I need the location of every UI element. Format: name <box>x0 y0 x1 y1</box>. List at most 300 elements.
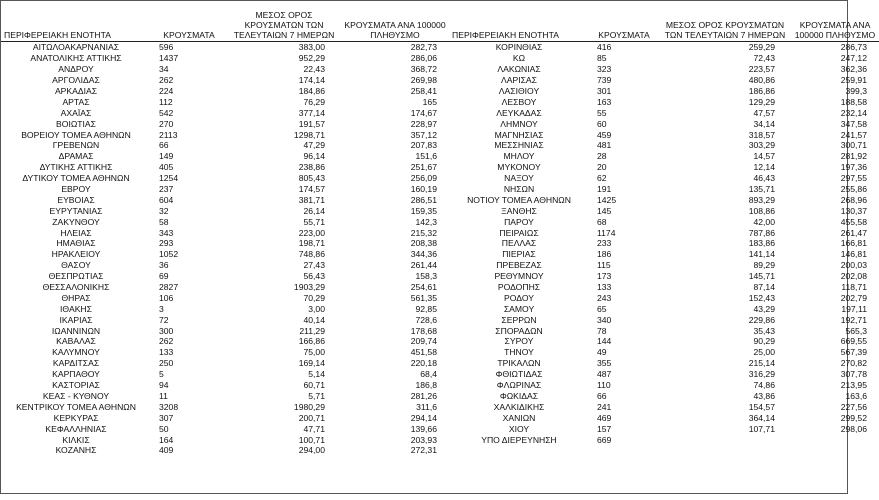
table-row <box>449 216 879 227</box>
cell-per100k: 357,12 <box>410 129 437 140</box>
cell-cases: 5 <box>159 369 164 380</box>
table-row <box>449 194 879 205</box>
cell-avg7: 303,29 <box>748 140 775 151</box>
header-cases: ΚΡΟΥΣΜΑΤΑ <box>589 1 659 42</box>
cell-cases: 323 <box>597 64 612 75</box>
cell-per100k: 203,93 <box>410 434 437 445</box>
cell-cases: 173 <box>597 271 612 282</box>
cell-cases: 2113 <box>159 129 178 140</box>
cell-region: ΚΑΡΔΙΤΣΑΣ <box>52 358 100 369</box>
table-row <box>449 412 879 423</box>
cell-cases: 78 <box>597 325 607 336</box>
table-row <box>449 292 879 303</box>
cell-region: ΤΡΙΚΑΛΩΝ <box>497 358 541 369</box>
cell-avg7: 174,14 <box>298 75 325 86</box>
table-row <box>449 107 879 118</box>
table-row <box>1 216 449 227</box>
cell-region: ΗΡΑΚΛΕΙΟΥ <box>51 249 101 260</box>
header-avg7: ΜΕΣΟΣ ΟΡΟΣ ΚΡΟΥΣΜΑΤΩΝ ΤΩΝ ΤΕΛΕΥΤΑΙΩΝ 7 ΗΜΕΡΩΝ <box>227 1 341 42</box>
cell-region: ΔΥΤΙΚΟΥ ΤΟΜΕΑ ΑΘΗΝΩΝ <box>22 173 130 184</box>
cell-per100k: 728,6 <box>415 314 437 325</box>
cell-region: ΔΥΤΙΚΗΣ ΑΤΤΙΚΗΣ <box>39 162 113 173</box>
cell-avg7: 183,86 <box>748 238 775 249</box>
cell-cases: 596 <box>159 42 174 53</box>
cell-cases: 243 <box>597 292 612 303</box>
cell-per100k: 297,55 <box>840 173 867 184</box>
table-row <box>1 380 449 391</box>
cell-avg7: 184,86 <box>298 86 325 96</box>
header-region: ΠΕΡΙΦΕΡΕΙΑΚΗ ΕΝΟΤΗΤΑ <box>1 1 151 42</box>
cell-cases: 94 <box>159 380 169 391</box>
cell-per100k: 118,71 <box>841 282 867 293</box>
cell-region: ΕΒΡΟΥ <box>61 184 91 195</box>
table-row <box>1 292 449 303</box>
cell-cases: 459 <box>597 129 612 140</box>
cell-per100k: 259,91 <box>840 75 867 86</box>
cell-avg7: 381,71 <box>298 194 325 205</box>
table-row <box>449 369 879 380</box>
cell-region: ΠΡΕΒΕΖΑΣ <box>496 260 542 271</box>
table-row <box>1 303 449 314</box>
cell-per100k: 142,3 <box>415 216 437 227</box>
cell-cases: 293 <box>159 238 174 249</box>
cell-region: ΛΕΣΒΟΥ <box>501 96 537 107</box>
cell-region: ΣΑΜΟΥ <box>503 303 535 314</box>
cell-region: ΗΛΕΙΑΣ <box>60 227 92 238</box>
table-row <box>449 391 879 402</box>
cell-cases: 307 <box>159 412 174 423</box>
cell-avg7: 135,71 <box>748 184 775 195</box>
cell-avg7: 27,43 <box>303 260 325 271</box>
cell-region: ΗΜΑΘΙΑΣ <box>56 238 96 249</box>
cell-cases: 106 <box>159 292 174 303</box>
cell-avg7: 100,71 <box>298 434 325 445</box>
table-row <box>1 42 449 53</box>
cell-region: ΛΕΥΚΑΔΑΣ <box>496 107 542 118</box>
cell-region: ΑΡΤΑΣ <box>62 96 90 107</box>
cell-region: ΝΟΤΙΟΥ ΤΟΜΕΑ ΑΘΗΝΩΝ <box>467 194 571 205</box>
cell-region: ΚΩ <box>512 53 526 64</box>
cell-region: ΠΕΛΛΑΣ <box>501 238 537 249</box>
table-row <box>1 75 449 86</box>
table-row <box>1 282 449 293</box>
table-row <box>1 271 449 282</box>
cell-avg7: 154,57 <box>748 401 775 412</box>
cell-cases: 405 <box>159 162 174 173</box>
table-row <box>449 173 879 184</box>
table-row <box>1 173 449 184</box>
cell-per100k: 258,41 <box>410 86 437 96</box>
cell-region: ΧΑΛΚΙΔΙΚΗΣ <box>493 401 545 412</box>
cell-cases: 72 <box>159 314 169 325</box>
cell-per100k: 208,38 <box>410 238 437 249</box>
cell-cases: 469 <box>597 412 612 423</box>
cell-region: ΛΑΚΩΝΙΑΣ <box>497 64 541 75</box>
cell-cases: 55 <box>597 107 607 118</box>
cell-avg7: 12,14 <box>753 162 775 173</box>
cell-per100k: 188,58 <box>840 96 867 107</box>
table-row <box>1 325 449 336</box>
cell-avg7: 383,00 <box>298 42 325 53</box>
cell-avg7: 43,86 <box>753 390 775 401</box>
cell-region: ΙΘΑΚΗΣ <box>60 303 92 314</box>
cell-cases: 62 <box>597 173 607 184</box>
table-row <box>1 140 449 151</box>
cell-per100k: 209,74 <box>410 336 437 347</box>
cell-region: ΛΗΜΝΟΥ <box>500 118 538 129</box>
cell-avg7: 166,86 <box>298 336 325 347</box>
cell-region: ΛΑΣΙΘΙΟΥ <box>498 86 540 96</box>
cell-region: ΒΟΙΩΤΙΑΣ <box>56 118 96 129</box>
cell-per100k: 261,44 <box>410 260 437 271</box>
cell-per100k: 282,73 <box>410 42 437 53</box>
cell-avg7: 90,29 <box>753 336 775 347</box>
cell-cases: 133 <box>597 282 612 293</box>
cell-cases: 233 <box>597 238 612 249</box>
table-row <box>449 96 879 107</box>
cell-per100k: 130,37 <box>840 205 867 216</box>
cell-per100k: 300,71 <box>840 140 867 151</box>
cell-cases: 28 <box>597 151 607 162</box>
cell-avg7: 129,29 <box>748 96 775 107</box>
table-row <box>449 42 879 53</box>
table-row <box>449 205 879 216</box>
cell-per100k: 307,78 <box>840 369 867 380</box>
cell-cases: 300 <box>159 325 174 336</box>
table-row <box>1 194 449 205</box>
cell-avg7: 47,57 <box>753 107 775 118</box>
cell-region: ΦΩΚΙΔΑΣ <box>499 390 539 401</box>
table-row <box>1 96 449 107</box>
cell-cases: 36 <box>159 260 169 271</box>
cell-cases: 163 <box>597 96 612 107</box>
cell-avg7 <box>659 434 791 445</box>
cell-avg7: 318,57 <box>748 129 775 140</box>
table-row <box>1 445 449 456</box>
cell-cases: 241 <box>597 401 612 412</box>
cell-per100k: 344,36 <box>410 249 437 260</box>
cell-per100k: 165 <box>422 96 437 107</box>
cell-avg7: 377,14 <box>298 107 325 118</box>
cell-avg7: 223,57 <box>748 64 775 75</box>
table-row <box>1 336 449 347</box>
cell-per100k: 68,4 <box>420 369 437 380</box>
cell-region: ΚΑΛΥΜΝΟΥ <box>52 347 100 358</box>
header-per100k: ΚΡΟΥΣΜΑΤΑ ΑΝΑ 100000 ΠΛΗΘΥΣΜΟ <box>791 1 879 42</box>
cell-cases: 262 <box>159 75 174 86</box>
cell-cases: 739 <box>597 75 612 86</box>
table-row <box>449 64 879 75</box>
cell-per100k: 561,35 <box>410 292 437 303</box>
cell-avg7: 3,00 <box>308 303 325 314</box>
table-row <box>449 380 879 391</box>
table-row <box>1 205 449 216</box>
cell-cases: 340 <box>597 314 612 325</box>
cell-avg7: 215,14 <box>748 358 775 369</box>
cell-region: ΚΕΦΑΛΛΗΝΙΑΣ <box>45 423 107 434</box>
cell-per100k: 451,58 <box>410 347 437 358</box>
cell-per100k: 565,3 <box>845 325 867 336</box>
table-body-left <box>1 42 449 456</box>
cell-per100k: 362,36 <box>840 64 867 75</box>
cell-region: ΡΕΘΥΜΝΟΥ <box>494 271 544 282</box>
table-row <box>1 129 449 140</box>
cell-per100k: 174,67 <box>410 107 437 118</box>
cell-avg7: 174,57 <box>298 184 325 195</box>
cell-per100k: 268,96 <box>840 194 867 205</box>
cell-cases: 487 <box>597 369 612 380</box>
table-row <box>449 162 879 173</box>
cell-avg7: 108,86 <box>748 205 775 216</box>
cell-avg7: 748,86 <box>298 249 325 260</box>
cell-avg7: 787,86 <box>748 227 775 238</box>
table-row <box>1 401 449 412</box>
table-row <box>449 401 879 412</box>
table-header-row <box>1 1 449 42</box>
cell-cases: 262 <box>159 336 174 347</box>
cell-region: ΠΙΕΡΙΑΣ <box>502 249 536 260</box>
cell-region: ΣΠΟΡΑΔΩΝ <box>495 325 543 336</box>
table-row <box>1 53 449 64</box>
cell-avg7: 186,86 <box>748 86 775 96</box>
cell-cases: 416 <box>597 42 612 53</box>
table-row <box>1 369 449 380</box>
cell-per100k: 368,72 <box>410 64 437 75</box>
cell-avg7: 893,29 <box>748 194 775 205</box>
table-row <box>449 260 879 271</box>
cell-region: ΘΕΣΣΑΛΟΝΙΚΗΣ <box>42 282 110 293</box>
cases-table-right <box>449 1 879 445</box>
cell-region: ΛΑΡΙΣΑΣ <box>501 75 537 86</box>
table-row <box>449 314 879 325</box>
cell-per100k: 567,39 <box>840 347 867 358</box>
table-row <box>1 107 449 118</box>
cell-region: ΦΘΙΩΤΙΔΑΣ <box>495 369 543 380</box>
table-row <box>1 249 449 260</box>
cell-per100k <box>791 434 879 445</box>
cell-per100k: 294,14 <box>410 412 437 423</box>
cell-avg7: 152,43 <box>748 292 775 303</box>
cell-cases: 157 <box>597 423 612 434</box>
cell-per100k: 139,66 <box>410 423 437 434</box>
cell-cases: 3 <box>159 303 164 314</box>
cell-region: ΚΑΒΑΛΑΣ <box>56 336 96 347</box>
cell-cases: 301 <box>597 86 612 96</box>
cell-per100k: 270,82 <box>840 358 867 369</box>
cell-cases: 68 <box>597 216 607 227</box>
cell-region: ΑΝΑΤΟΛΙΚΗΣ ΑΤΤΙΚΗΣ <box>30 53 122 64</box>
cell-per100k: 286,73 <box>840 42 867 53</box>
cell-cases: 58 <box>159 216 169 227</box>
cell-avg7: 229,86 <box>748 314 775 325</box>
cell-avg7: 200,71 <box>298 412 325 423</box>
cell-region: ΑΙΤΩΛΟΑΚΑΡΝΑΝΙΑΣ <box>32 42 120 53</box>
table-row <box>1 358 449 369</box>
cell-avg7: 35,43 <box>753 325 775 336</box>
cell-region: ΜΕΣΣΗΝΙΑΣ <box>494 140 544 151</box>
cell-region: ΜΥΚΟΝΟΥ <box>497 162 541 173</box>
cell-per100k: 159,35 <box>410 205 437 216</box>
cell-region: ΑΡΓΟΛΙΔΑΣ <box>52 75 100 86</box>
table-row <box>449 151 879 162</box>
table-row <box>1 162 449 173</box>
cell-per100k: 254,61 <box>410 282 437 293</box>
cell-cases: 20 <box>597 162 607 173</box>
cell-per100k: 298,06 <box>840 423 867 434</box>
cell-avg7: 40,14 <box>303 314 325 325</box>
cell-per100k: 261,47 <box>840 227 867 238</box>
cell-region: ΓΡΕΒΕΝΩΝ <box>52 140 100 151</box>
cell-avg7: 141,14 <box>748 249 775 260</box>
cell-region: ΧΙΟΥ <box>508 423 530 434</box>
cell-per100k: 197,11 <box>841 303 867 314</box>
cell-cases: 85 <box>597 53 607 64</box>
cell-cases: 11 <box>159 390 168 401</box>
table-row <box>1 184 449 195</box>
cell-region: ΤΗΝΟΥ <box>504 347 534 358</box>
cell-per100k: 146,81 <box>840 249 867 260</box>
table-row <box>1 227 449 238</box>
cell-per100k: 207,83 <box>410 140 437 151</box>
cell-per100k: 178,68 <box>410 325 437 336</box>
table-row <box>1 412 449 423</box>
cell-per100k: 228,97 <box>410 118 437 129</box>
cell-region: ΝΗΣΩΝ <box>503 184 535 195</box>
cell-cases: 149 <box>159 151 174 162</box>
cell-per100k: 311,6 <box>416 401 437 412</box>
cell-region: ΑΧΑΪΑΣ <box>60 107 92 118</box>
cell-avg7: 259,29 <box>748 42 775 53</box>
cell-region: ΕΥΡΥΤΑΝΙΑΣ <box>49 205 103 216</box>
cell-per100k: 247,12 <box>840 53 867 64</box>
table-row <box>449 227 879 238</box>
cell-avg7: 145,71 <box>748 271 775 282</box>
cell-avg7: 46,43 <box>753 173 775 184</box>
cell-per100k: 215,32 <box>410 227 437 238</box>
cell-region: ΞΑΝΘΗΣ <box>501 205 537 216</box>
table-row <box>449 118 879 129</box>
cell-per100k: 163,6 <box>845 390 867 401</box>
cell-per100k: 232,14 <box>840 107 867 118</box>
cell-per100k: 200,03 <box>840 260 867 271</box>
cell-cases: 409 <box>159 445 174 456</box>
cell-per100k: 192,71 <box>840 314 867 325</box>
cell-cases: 60 <box>597 118 607 129</box>
cell-region: ΠΕΙΡΑΙΩΣ <box>499 227 539 238</box>
cell-avg7: 87,14 <box>753 282 775 293</box>
cell-cases: 34 <box>159 64 169 75</box>
cell-avg7: 25,00 <box>753 347 775 358</box>
cell-avg7: 952,29 <box>298 53 325 64</box>
table-row <box>1 118 449 129</box>
cell-cases: 112 <box>159 96 173 107</box>
table-header-row <box>449 1 879 42</box>
cell-region: ΣΥΡΟΥ <box>504 336 534 347</box>
cell-per100k: 255,86 <box>840 184 867 195</box>
cell-avg7: 47,29 <box>303 140 325 151</box>
cell-cases: 3208 <box>159 401 179 412</box>
header-cases: ΚΡΟΥΣΜΑΤΑ <box>151 1 227 42</box>
cell-cases: 65 <box>597 303 607 314</box>
table-row <box>449 336 879 347</box>
cell-cases: 191 <box>597 184 612 195</box>
cell-cases: 133 <box>159 347 174 358</box>
cell-region: ΑΡΚΑΔΙΑΣ <box>54 86 98 96</box>
cell-per100k: 299,52 <box>840 412 867 423</box>
cell-region: ΔΡΑΜΑΣ <box>58 151 94 162</box>
table-row <box>449 238 879 249</box>
cell-avg7: 107,71 <box>748 423 775 434</box>
cell-per100k: 186,8 <box>415 380 437 391</box>
table-row <box>449 53 879 64</box>
cell-per100k: 202,08 <box>840 271 867 282</box>
table-body-right <box>449 42 879 445</box>
cell-avg7: 42,00 <box>753 216 775 227</box>
cell-per100k: 272,31 <box>410 445 437 456</box>
cell-avg7: 211,29 <box>299 325 325 336</box>
cell-per100k: 286,51 <box>410 194 437 205</box>
cell-avg7: 22,43 <box>303 64 325 75</box>
table-row <box>1 151 449 162</box>
cell-region: ΑΝΔΡΟΥ <box>58 64 94 75</box>
cell-per100k: 166,81 <box>840 238 867 249</box>
table-row <box>449 434 879 445</box>
cell-per100k: 151,6 <box>415 151 437 162</box>
cell-region: ΙΚΑΡΙΑΣ <box>59 314 93 325</box>
cell-region: ΚΕΡΚΥΡΑΣ <box>53 412 99 423</box>
cell-avg7: 75,00 <box>303 347 325 358</box>
table-row <box>449 347 879 358</box>
cell-cases: 186 <box>597 249 612 260</box>
cell-region: ΚΕΑΣ - ΚΥΘΝΟΥ <box>42 390 110 401</box>
cell-avg7: 72,43 <box>753 53 775 64</box>
cell-per100k: 241,57 <box>840 129 867 140</box>
cell-cases: 224 <box>159 86 174 96</box>
cell-avg7: 56,43 <box>303 271 325 282</box>
cell-cases: 355 <box>597 358 612 369</box>
cell-avg7: 34,14 <box>753 118 775 129</box>
cell-cases: 1254 <box>159 173 179 184</box>
cell-region: ΠΑΡΟΥ <box>504 216 534 227</box>
cell-cases: 66 <box>159 140 169 151</box>
cell-avg7: 480,86 <box>748 75 775 86</box>
cell-per100k: 286,06 <box>410 53 437 64</box>
cell-avg7: 805,43 <box>298 173 325 184</box>
cell-avg7: 238,86 <box>298 162 325 173</box>
cell-region: ΡΟΔΟΥ <box>504 292 534 303</box>
cell-cases: 164 <box>159 434 174 445</box>
table-row <box>449 325 879 336</box>
table-row <box>449 303 879 314</box>
cell-cases: 1052 <box>159 249 179 260</box>
cell-per100k: 455,58 <box>840 216 867 227</box>
cell-cases: 2827 <box>159 282 179 293</box>
cell-per100k: 669,55 <box>840 336 867 347</box>
cell-per100k: 197,36 <box>840 162 867 173</box>
cell-avg7: 223,00 <box>298 227 325 238</box>
cell-region: ΘΑΣΟΥ <box>61 260 91 271</box>
table-row <box>449 184 879 195</box>
cell-cases: 669 <box>597 434 612 445</box>
table-row <box>1 314 449 325</box>
cell-avg7: 89,29 <box>753 260 775 271</box>
cell-region: ΙΩΑΝΝΙΝΩΝ <box>51 325 101 336</box>
cell-avg7: 60,71 <box>303 380 325 391</box>
cell-cases: 1437 <box>159 53 179 64</box>
table-row <box>1 260 449 271</box>
cell-avg7: 5,71 <box>308 390 325 401</box>
cell-avg7: 294,00 <box>298 445 325 456</box>
